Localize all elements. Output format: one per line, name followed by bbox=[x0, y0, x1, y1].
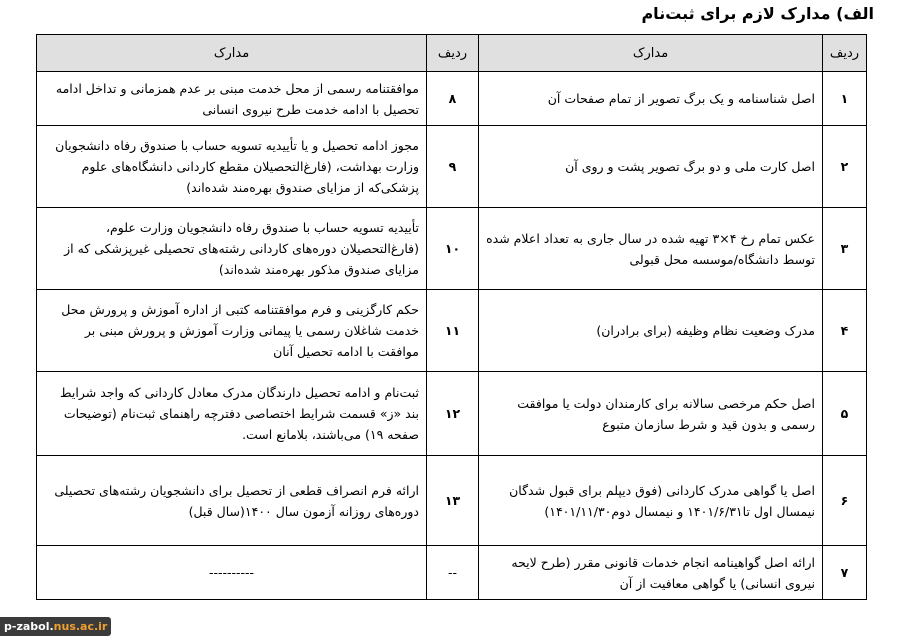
row-number: ۱۳ bbox=[427, 456, 479, 546]
document-cell: موافقتنامه رسمی از محل خدمت مبنی بر عدم همزمانی و تداخل ادامه تحصیل با ادامه خدمت طرح نیروی انسانی bbox=[37, 72, 427, 126]
table-row bbox=[37, 546, 867, 600]
document-cell: مدرک وضعیت نظام وظیفه (برای برادران) bbox=[479, 290, 823, 372]
site-watermark bbox=[0, 617, 111, 636]
document-cell: تأییدیه تسویه حساب با صندوق رفاه دانشجویان وزارت علوم، (فارغ‌التحصیلان دوره‌های کاردانی رشته‌های تحصیلی غیرپزشکی که از مزایای صندوق مذکور بهره‌مند شده‌اند) bbox=[37, 208, 427, 290]
table-row bbox=[37, 290, 867, 372]
watermark-accent: nus.ac.ir bbox=[53, 620, 108, 633]
table-row bbox=[37, 372, 867, 456]
document-cell: حکم کارگزینی و فرم موافقتنامه کتبی از اداره آموزش و پرورش محل خدمت شاغلان رسمی یا پیمانی وزارت آموزش و پرورش مبنی بر موافقت با ادامه تحصیل آنان bbox=[37, 290, 427, 372]
document-cell: عکس تمام رخ ۴×۳ تهیه شده در سال جاری به تعداد اعلام شده توسط دانشگاه/موسسه محل قبولی bbox=[479, 208, 823, 290]
document-cell: اصل شناسنامه و یک برگ تصویر از تمام صفحات آن bbox=[479, 72, 823, 126]
header-row-number-left: ردیف bbox=[427, 35, 479, 72]
document-cell: اصل حکم مرخصی سالانه برای کارمندان دولت یا موافقت رسمی و بدون قید و شرط سازمان متبوع bbox=[479, 372, 823, 456]
documents-table bbox=[36, 34, 867, 600]
row-number: ۵ bbox=[823, 372, 867, 456]
row-number: ۱ bbox=[823, 72, 867, 126]
table-row bbox=[37, 126, 867, 208]
table-row bbox=[37, 208, 867, 290]
row-number: ۴ bbox=[823, 290, 867, 372]
document-cell: ارائه فرم انصراف قطعی از تحصیل برای دانشجویان رشته‌های تحصیلی دوره‌های روزانه آزمون سال ۱۴۰۰(سال قبل) bbox=[37, 456, 427, 546]
row-number: ۳ bbox=[823, 208, 867, 290]
document-cell: اصل کارت ملی و دو برگ تصویر پشت و روی آن bbox=[479, 126, 823, 208]
row-number: -- bbox=[427, 546, 479, 600]
document-cell: اصل یا گواهی مدرک کاردانی (فوق دیپلم برای قبول شدگان نیمسال اول تا۱۴۰۱/۶/۳۱ و نیمسال دوم۱۴۰۱/۱۱/۳۰) bbox=[479, 456, 823, 546]
header-documents-left: مدارک bbox=[37, 35, 427, 72]
page-title: الف) مدارک لازم برای ثبت‌نام bbox=[641, 4, 874, 23]
header-row-number-right: ردیف bbox=[823, 35, 867, 72]
row-number: ۸ bbox=[427, 72, 479, 126]
document-cell: مجوز ادامه تحصیل و یا تأییدیه تسویه حساب با صندوق رفاه دانشجویان وزارت بهداشت، (فارغ‌التحصیلان مقطع کاردانی دانشگاه‌های علوم پزشکی‌که از مزایای صندوق بهره‌مند شده‌اند) bbox=[37, 126, 427, 208]
row-number: ۱۲ bbox=[427, 372, 479, 456]
document-cell: ارائه اصل گواهینامه انجام خدمات قانونی مقرر (طرح لایحه نیروی انسانی) یا گواهی معافیت از آن bbox=[479, 546, 823, 600]
table-header-row bbox=[37, 35, 867, 72]
document-cell: ---------- bbox=[37, 546, 427, 600]
row-number: ۲ bbox=[823, 126, 867, 208]
row-number: ۱۱ bbox=[427, 290, 479, 372]
row-number: ۹ bbox=[427, 126, 479, 208]
watermark-prefix: p-zabol. bbox=[4, 620, 54, 633]
table-row bbox=[37, 72, 867, 126]
document-cell: ثبت‌نام و ادامه تحصیل دارندگان مدرک معادل کاردانی که واجد شرایط بند «ز» قسمت شرایط اختصاصی دفترچه راهنمای ثبت‌نام (توضیحات صفحه ۱۹) می‌باشند، بلامانع است. bbox=[37, 372, 427, 456]
row-number: ۷ bbox=[823, 546, 867, 600]
table-row bbox=[37, 456, 867, 546]
header-documents-right: مدارک bbox=[479, 35, 823, 72]
row-number: ۱۰ bbox=[427, 208, 479, 290]
row-number: ۶ bbox=[823, 456, 867, 546]
